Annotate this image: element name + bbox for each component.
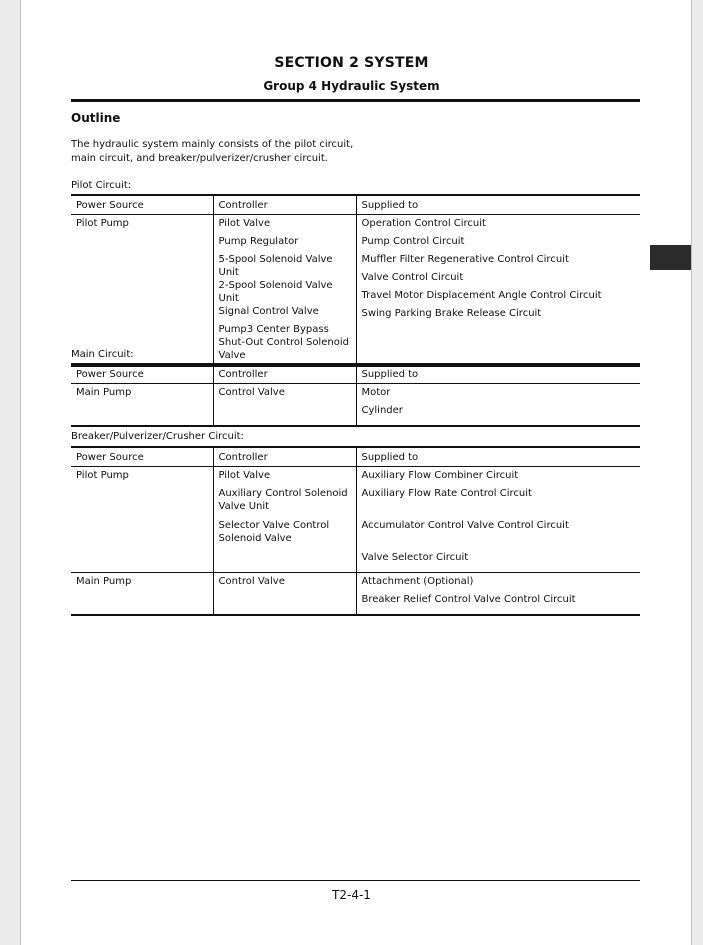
- intro-line: main circuit, and breaker/pulverizer/crusher circuit.: [71, 153, 328, 164]
- table-header-row: [71, 447, 640, 467]
- table-row: [71, 467, 640, 573]
- header-supplied-to: Supplied to: [356, 447, 640, 467]
- main-circuit-label: Main Circuit:: [71, 349, 134, 360]
- controller-item: Pump Regulator: [218, 236, 299, 247]
- controller-cell: [213, 215, 356, 367]
- power-source-cell: Pilot Pump: [76, 218, 129, 229]
- pilot-circuit-table: [71, 194, 640, 367]
- controller-cell: Control Valve: [213, 573, 356, 616]
- header-rule: [71, 99, 640, 102]
- supplied-to-cell: [356, 467, 640, 573]
- header-controller: Controller: [213, 447, 356, 467]
- header-power-source: Power Source: [76, 368, 144, 380]
- controller-cell: Control Valve: [213, 384, 356, 427]
- controller-item: Pilot Valve: [218, 218, 271, 229]
- page-number: T2-4-1: [332, 888, 371, 902]
- table-row: [71, 384, 640, 427]
- supplied-item: Auxiliary Flow Combiner Circuit: [361, 470, 519, 481]
- controller-item: Pump3 Center Bypass Shut-Out Control Solenoid Valve: [218, 324, 349, 361]
- supplied-item: Motor: [361, 387, 391, 398]
- header-supplied-to: Supplied to: [356, 364, 640, 384]
- footer-rule: [71, 880, 640, 881]
- power-source-cell: Main Pump: [76, 576, 132, 587]
- controller-item: 2-Spool Solenoid Valve Unit: [218, 280, 333, 304]
- power-source-cell: Pilot Pump: [76, 470, 129, 481]
- supplied-item: Valve Selector Circuit: [361, 552, 469, 563]
- supplied-item: Muffler Filter Regenerative Control Circuit: [361, 254, 569, 265]
- group-title: Group 4 Hydraulic System: [263, 79, 440, 93]
- controller-item: Pilot Valve: [218, 470, 271, 481]
- supplied-item: Accumulator Control Valve Control Circuit: [361, 520, 569, 531]
- table-row: [71, 573, 640, 616]
- supplied-item: Cylinder: [361, 405, 403, 416]
- supplied-item: Valve Control Circuit: [361, 272, 464, 283]
- header-power-source: Power Source: [76, 199, 144, 211]
- outline-heading: Outline: [71, 111, 121, 125]
- table-header-row: [71, 195, 640, 215]
- table-header-row: [71, 364, 640, 384]
- header-controller: Controller: [213, 364, 356, 384]
- supplied-to-cell: [356, 384, 640, 427]
- header-controller: Controller: [213, 195, 356, 215]
- supplied-item: Pump Control Circuit: [361, 236, 465, 247]
- supplied-item: Auxiliary Flow Rate Control Circuit: [361, 488, 532, 499]
- pilot-circuit-label: Pilot Circuit:: [71, 180, 132, 191]
- header-power-source: Power Source: [76, 451, 144, 463]
- supplied-item: Swing Parking Brake Release Circuit: [361, 308, 542, 319]
- breaker-circuit-table: [71, 446, 640, 616]
- supplied-item: Operation Control Circuit: [361, 218, 486, 229]
- section-title: SECTION 2 SYSTEM: [274, 55, 429, 71]
- power-source-cell: Main Pump: [76, 387, 132, 398]
- intro-paragraph: [71, 138, 391, 166]
- supplied-item: Breaker Relief Control Valve Control Circuit: [361, 594, 576, 605]
- intro-line: The hydraulic system mainly consists of the pilot circuit,: [71, 139, 354, 150]
- controller-cell: [213, 467, 356, 573]
- supplied-to-cell: [356, 573, 640, 616]
- controller-item: 5-Spool Solenoid Valve Unit: [218, 254, 333, 278]
- controller-item: Selector Valve Control Solenoid Valve: [218, 520, 330, 544]
- supplied-to-cell: [356, 215, 640, 367]
- section-tab-marker: [650, 245, 691, 270]
- main-circuit-table: [71, 363, 640, 427]
- controller-item: Auxiliary Control Solenoid Valve Unit: [218, 488, 348, 512]
- supplied-item: Attachment (Optional): [361, 576, 474, 587]
- controller-item: Signal Control Valve: [218, 306, 319, 317]
- header-supplied-to: Supplied to: [356, 195, 640, 215]
- supplied-item: Travel Motor Displacement Angle Control Circuit: [361, 290, 602, 301]
- breaker-circuit-label: Breaker/Pulverizer/Crusher Circuit:: [71, 431, 244, 442]
- table-row: [71, 215, 640, 367]
